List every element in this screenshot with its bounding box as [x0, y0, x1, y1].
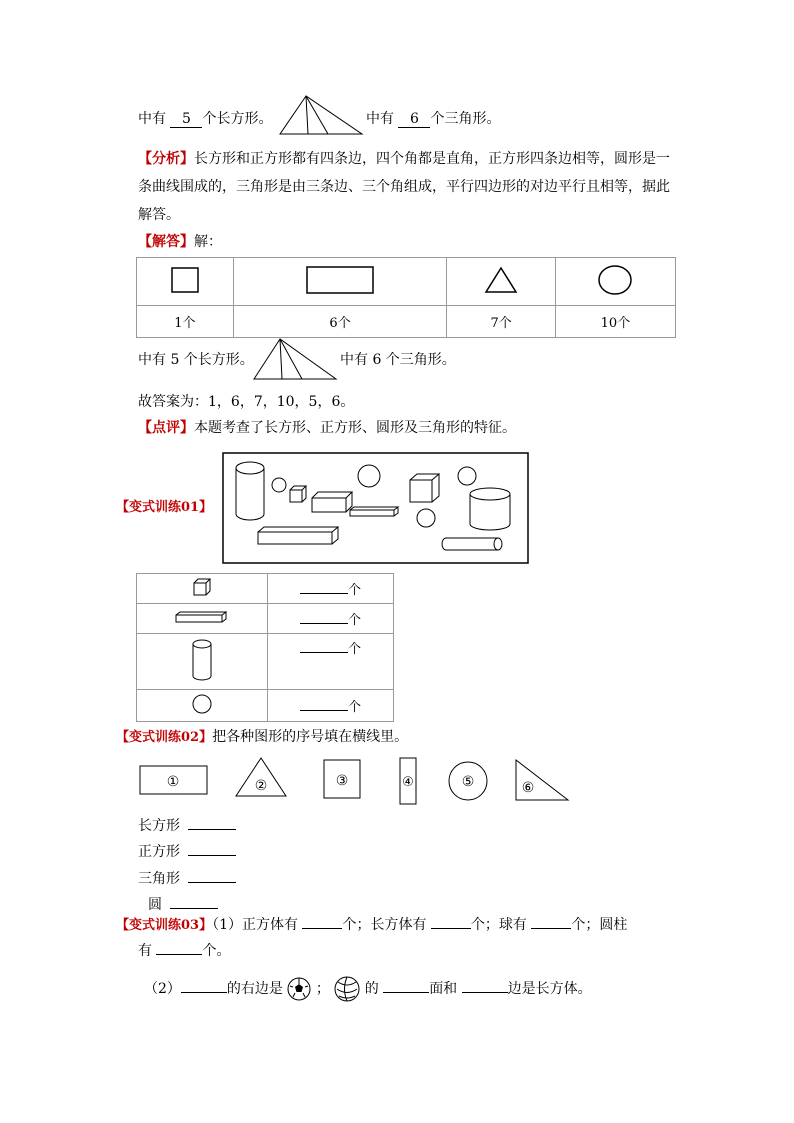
triangle-cell	[447, 258, 555, 306]
answer-cell	[268, 604, 394, 634]
text: 个；球有	[470, 917, 527, 933]
cuboid-icon	[174, 610, 230, 624]
answer-tag: 【解答】	[138, 234, 194, 250]
circle-icon	[596, 264, 634, 296]
square-icon	[170, 265, 200, 295]
circle-answer-line	[148, 896, 218, 914]
numbered-shapes	[138, 756, 572, 808]
exercise-01-tag: 【变式训练01】	[116, 500, 213, 515]
shape-2-number: ②	[254, 778, 268, 794]
count-cell: 10个	[555, 306, 675, 338]
shape-4-number: ④	[402, 775, 414, 790]
volleyball-icon	[334, 976, 360, 1002]
shape-5-number: ⑤	[461, 774, 475, 790]
answer-blank[interactable]	[431, 916, 471, 929]
exercise-02-line	[116, 728, 408, 747]
cylinder-icon	[190, 638, 214, 682]
answer-blank[interactable]	[188, 870, 236, 883]
count-cell: 6个	[233, 306, 447, 338]
label: 长方形	[138, 818, 180, 834]
exercise-03-line-3	[144, 976, 592, 1002]
count-cell: 7个	[447, 306, 555, 338]
text: 个；长方体有	[342, 917, 427, 933]
text: 个长方形。	[202, 111, 273, 127]
rect-count-answer: 5	[170, 111, 202, 128]
cylinder-cell	[137, 634, 268, 690]
cuboid-cell	[137, 604, 268, 634]
square-answer-line	[138, 843, 236, 861]
text: 中有	[366, 111, 394, 127]
answer-cell	[268, 574, 394, 604]
text: ；	[315, 981, 330, 997]
text: 边是长方体。	[507, 981, 592, 997]
cylinder-icon	[470, 488, 510, 530]
cube-icon	[192, 578, 212, 596]
label: 三角形	[138, 871, 180, 887]
sphere-cell	[137, 690, 268, 722]
flat-cuboid-icon	[350, 507, 398, 516]
text: 个三角形。	[430, 111, 501, 127]
rectangle-icon	[305, 264, 375, 296]
shape-3-number: ③	[335, 773, 349, 789]
exercise-03-tag: 【变式训练03】	[116, 918, 213, 933]
answer-blank[interactable]	[156, 942, 202, 955]
answer-blank[interactable]	[181, 980, 227, 993]
sphere-icon	[191, 693, 213, 715]
triangle-count-answer: 6	[398, 111, 430, 128]
solid-shapes-figure	[222, 452, 529, 564]
shape-count-table	[136, 257, 676, 338]
answer-blank[interactable]	[188, 817, 236, 830]
answer-blank[interactable]	[300, 640, 348, 653]
answer-blank[interactable]	[300, 698, 348, 711]
answer-blank[interactable]	[531, 916, 571, 929]
text: 把各种图形的序号填在横线里。	[212, 729, 409, 745]
analysis-line-3: 解答。	[138, 207, 180, 223]
answer-blank[interactable]	[300, 581, 348, 594]
rect-count-line	[138, 110, 272, 128]
answer-line	[138, 233, 222, 251]
triangle-count-summary: 中有 6 个三角形。	[340, 352, 456, 368]
comment-tag: 【点评】	[138, 420, 194, 436]
sphere-icon	[358, 465, 380, 487]
analysis-line-2: 条曲线围成的，三角形是由三条边、三个角组成，平行四边形的对边平行且相等，据此	[138, 179, 670, 195]
triangle-count-line	[366, 110, 500, 128]
analysis-line-1	[138, 150, 670, 168]
text: 个；圆柱	[571, 917, 628, 933]
text: 的右边是	[226, 981, 283, 997]
exercise-03-line-2	[138, 942, 230, 960]
text: 个。	[202, 943, 231, 959]
triangle-figure	[278, 94, 364, 136]
answer-blank[interactable]	[188, 843, 236, 856]
answer-cell	[268, 634, 394, 690]
unit: 个	[348, 642, 362, 657]
cube-icon	[290, 486, 306, 502]
shape-1-number: ①	[166, 774, 180, 790]
text: 有	[138, 943, 152, 959]
exercise-03-line-1	[116, 916, 627, 935]
text: 解：	[194, 234, 222, 250]
text: （1）正方体有	[212, 917, 299, 933]
label: 正方形	[138, 844, 180, 860]
comment-line	[138, 419, 516, 437]
answer-blank[interactable]	[302, 916, 342, 929]
text: 中有	[138, 111, 166, 127]
answer-blank[interactable]	[170, 896, 218, 909]
label: 圆	[148, 897, 162, 913]
text: 长方形和正方形都有四条边，四个角都是直角，正方形四条边相等，圆形是一	[194, 151, 670, 167]
rect-count-summary: 中有 5 个长方形。	[138, 352, 254, 368]
circle-cell	[555, 258, 675, 306]
analysis-tag: 【分析】	[138, 151, 194, 167]
answer-blank[interactable]	[300, 611, 348, 624]
answer-blank[interactable]	[462, 980, 508, 993]
cube-icon	[410, 474, 439, 502]
sphere-icon	[272, 478, 286, 492]
answer-blank[interactable]	[383, 980, 429, 993]
text: 面和	[429, 981, 458, 997]
text: 的	[364, 981, 379, 997]
unit: 个	[348, 613, 362, 628]
exercise-02-tag: 【变式训练02】	[116, 730, 213, 745]
triangle-answer-line	[138, 870, 236, 888]
cuboid-icon	[258, 527, 338, 544]
text: 本题考查了长方形、正方形、圆形及三角形的特征。	[194, 420, 516, 436]
triangle-figure	[252, 337, 338, 381]
cuboid-icon	[312, 492, 352, 512]
rectangle-answer-line	[138, 817, 236, 835]
sphere-icon	[458, 467, 476, 485]
final-answer: 故答案为：1，6，7，10，5，6。	[138, 394, 355, 410]
square-cell	[137, 258, 234, 306]
text: （2）	[144, 981, 181, 997]
count-cell: 1个	[137, 306, 234, 338]
shape-6-number: ⑥	[521, 780, 535, 796]
soccer-ball-icon	[287, 977, 311, 1001]
answer-cell	[268, 690, 394, 722]
lying-cylinder-icon	[442, 538, 502, 550]
cube-cell	[137, 574, 268, 604]
unit: 个	[348, 583, 362, 598]
unit: 个	[348, 700, 362, 715]
rectangle-cell	[233, 258, 447, 306]
sphere-icon	[417, 509, 435, 527]
exercise-01-table	[136, 573, 394, 722]
cylinder-icon	[236, 462, 264, 520]
triangle-icon	[484, 265, 518, 295]
